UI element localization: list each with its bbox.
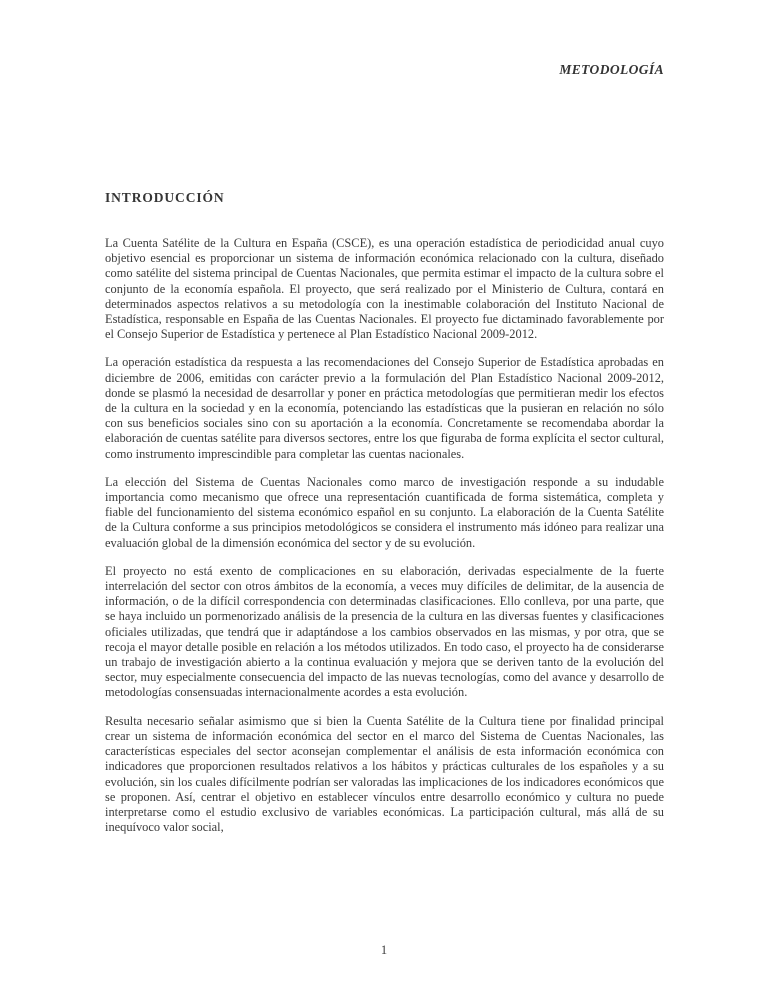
page-number: 1: [380, 943, 388, 957]
body-text: [105, 236, 664, 835]
paragraph: La Cuenta Satélite de la Cultura en España (CSCE), es una operación estadística de periodicidad anual cuyo objetivo esencial es proporcionar un sistema de información económica relacionado con la cultura, diseñado como satélite del sistema principal de Cuentas Nacionales, que permita estimar el impacto de la cultura sobre el conjunto de la economía española. El proyecto, que será realizado por el Ministerio de Cultura, contará en determinados aspectos relativos a su metodología con la inestimable colaboración del Instituto Nacional de Estadística, responsable en España de las Cuentas Nacionales. El proyecto fue dictaminado favorablemente por el Consejo Superior de Estadística y pertenece al Plan Estadístico Nacional 2009-2012.: [105, 236, 664, 342]
paragraph: La operación estadística da respuesta a las recomendaciones del Consejo Superior de Estadística aprobadas en diciembre de 2006, emitidas con carácter previo a la formulación del Plan Estadístico Nacional 2009-2012, donde se plasmó la necesidad de desarrollar y poner en práctica metodologías que permitieran medir los efectos de la cultura en la sociedad y en la economía, potenciando las estadísticas que la pusieran en relación no sólo con sus beneficios sociales sino con su aportación a la economía. Concretamente se recomendaba abordar la elaboración de cuentas satélite para diversos sectores, entre los que figuraba de forma explícita el sector cultural, como instrumento imprescindible para completar las cuentas nacionales.: [105, 355, 664, 461]
paragraph: El proyecto no está exento de complicaciones en su elaboración, derivadas especialmente de la fuerte interrelación del sector con otros ámbitos de la economía, a veces muy difíciles de delimitar, de la ausencia de información, o de la difícil correspondencia con determinadas clasificaciones. Ello conlleva, por una parte, que se haya incluido un pormenorizado análisis de la presencia de la cultura en las diversas fuentes y clasificaciones oficiales utilizadas, que tendrá que ir adaptándose a los cambios observados en las mismas, y por otra, que se recoja el mayor detalle posible en relación a los métodos utilizados. En todo caso, el proyecto ha de considerarse un trabajo de investigación abierto a la continua evaluación y mejora que se deriven tanto de la evolución del sector, muy especialmente consecuencia del impacto de las nuevas tecnologías, como del avance y desarrollo de metodologías consensuadas internacionalmente acordes a esta evolución.: [105, 563, 664, 700]
running-header: METODOLOGÍA: [559, 62, 664, 77]
section-heading: INTRODUCCIÓN: [105, 190, 225, 205]
paragraph: La elección del Sistema de Cuentas Nacionales como marco de investigación responde a su indudable importancia como mecanismo que ofrece una representación cuantificada de forma sistemática, completa y fiable del funcionamiento del sistema económico español en su conjunto. La elaboración de la Cuenta Satélite de la Cultura conforme a sus principios metodológicos se considera el instrumento más idóneo para realizar una evaluación global de la dimensión económica del sector y de su evolución.: [105, 474, 664, 550]
paragraph: Resulta necesario señalar asimismo que si bien la Cuenta Satélite de la Cultura tiene por finalidad principal crear un sistema de información económica del sector en el marco del Sistema de Cuentas Nacionales, las características especiales del sector aconsejan complementar el análisis de esta información económica con indicadores que proporcionen resultados relativos a los hábitos y prácticas culturales de los españoles y a su evolución, sin los cuales difícilmente podrían ser valoradas las implicaciones de los indicadores económicos que se proponen. Así, centrar el objetivo en establecer vínculos entre desarrollo económico y cultura no puede interpretarse como el estudio exclusivo de variables económicas. La participación cultural, más allá de su inequívoco valor social,: [105, 713, 664, 835]
